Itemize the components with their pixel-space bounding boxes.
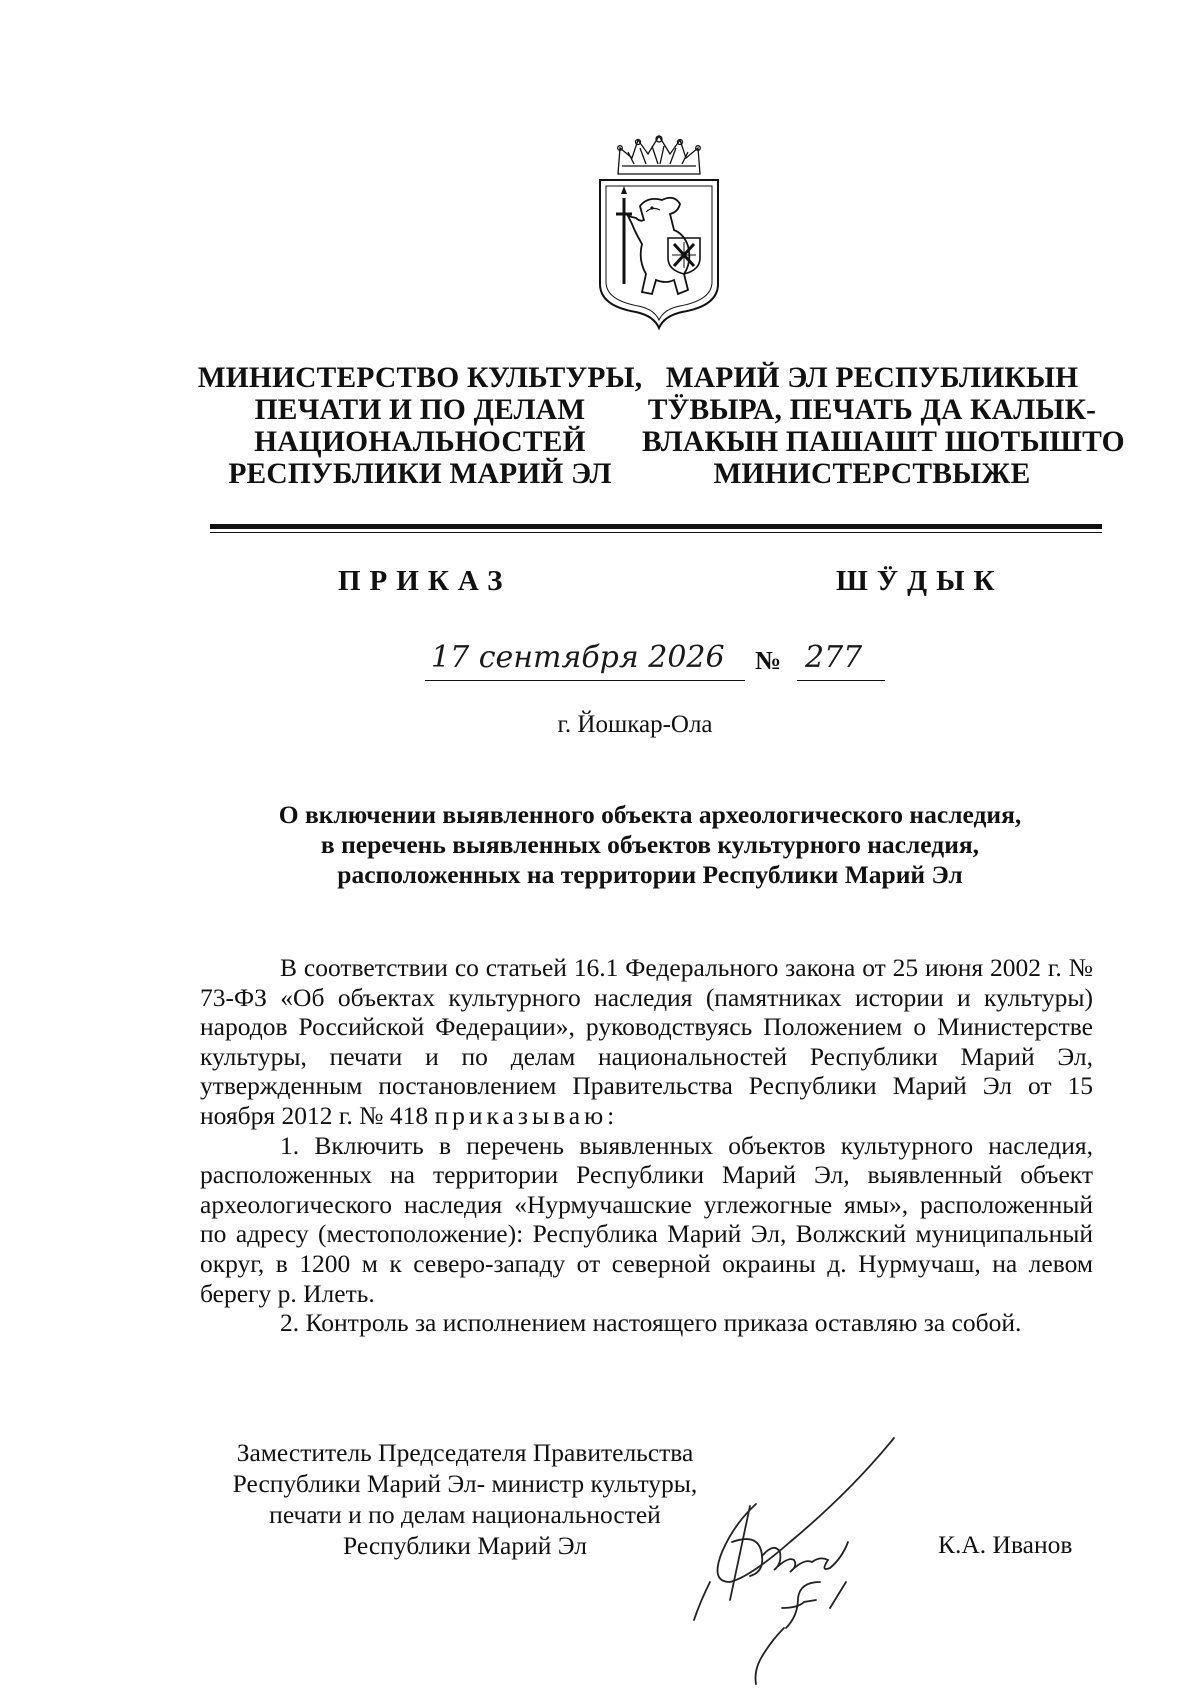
ministry-name-russian: МИНИСТЕРСТВО КУЛЬТУРЫ, ПЕЧАТИ И ПО ДЕЛАМ НАЦИОНАЛЬНОСТЕЙ РЕСПУБЛИКИ МАРИЙ ЭЛ (197, 362, 643, 490)
city: г. Йошкар-Ола (557, 711, 713, 738)
item-1-paragraph: 1. Включить в перечень выявленных объектов культурного наследия, расположенных на территории Республики Марий Эл, выявленный объект археологического наследия «Нурмучашские углежогные ямы», расположенный по адресу (местоположение): Республика Марий Эл, Волжский муниципальный округ, в 1200 м к северо-западу от северной окраины д. Нурмучаш, на левом берегу р. Илеть. (200, 1130, 1093, 1308)
order-subject: О включении выявленного объекта археологического наследия, в перечень выявленных объектов культурного наследия, расположенных на территории Республики Марий Эл (278, 800, 1022, 889)
number-underline (797, 680, 885, 681)
order-title-russian: ПРИКАЗ (338, 565, 512, 597)
date-underline (425, 680, 745, 681)
signatory-name: К.А. Иванов (938, 1530, 1073, 1559)
order-date: 17 сентября 2026 (431, 640, 725, 675)
order-body (200, 953, 1093, 1338)
order-date-number (425, 640, 885, 686)
preamble-paragraph: В соответствии со статьей 16.1 Федерального закона от 25 июня 2002 г. № 73-ФЗ «Об объектах культурного наследия (памятниках истории и культуры) народов Российской Федерации», руководствуясь Положением о Министерстве культуры, печати и по делам национальностей Республики Марий Эл, утвержденным постановлением Правительства Республики Марий Эл от 15 ноября 2012 г. № 418 приказываю: (200, 953, 1093, 1130)
header-divider-thin (210, 532, 1102, 533)
coat-of-arms-icon (588, 134, 730, 330)
order-number: 277 (805, 640, 863, 675)
signatory-position: Заместитель Председателя Правительства Республики Марий Эл- министр культуры, печати и по делам национальностей Республики Марий Эл (232, 1438, 698, 1560)
handwritten-signature (670, 1432, 940, 1692)
order-title-mari: ШӰДЫК (836, 565, 1004, 597)
header-divider (210, 524, 1102, 529)
item-2-paragraph: 2. Контроль за исполнением настоящего приказа оставляю за собой. (280, 1308, 1022, 1338)
ministry-name-mari: МАРИЙ ЭЛ РЕСПУБЛИКЫН ТӰВЫРА, ПЕЧАТЬ ДА КАЛЫК- ВЛАКЫН ПАШАШТ ШОТЫШТО МИНИСТЕРСТВЫЖЕ (642, 362, 1125, 490)
order-word: приказываю: (434, 1100, 619, 1130)
number-sign: № (755, 646, 782, 675)
